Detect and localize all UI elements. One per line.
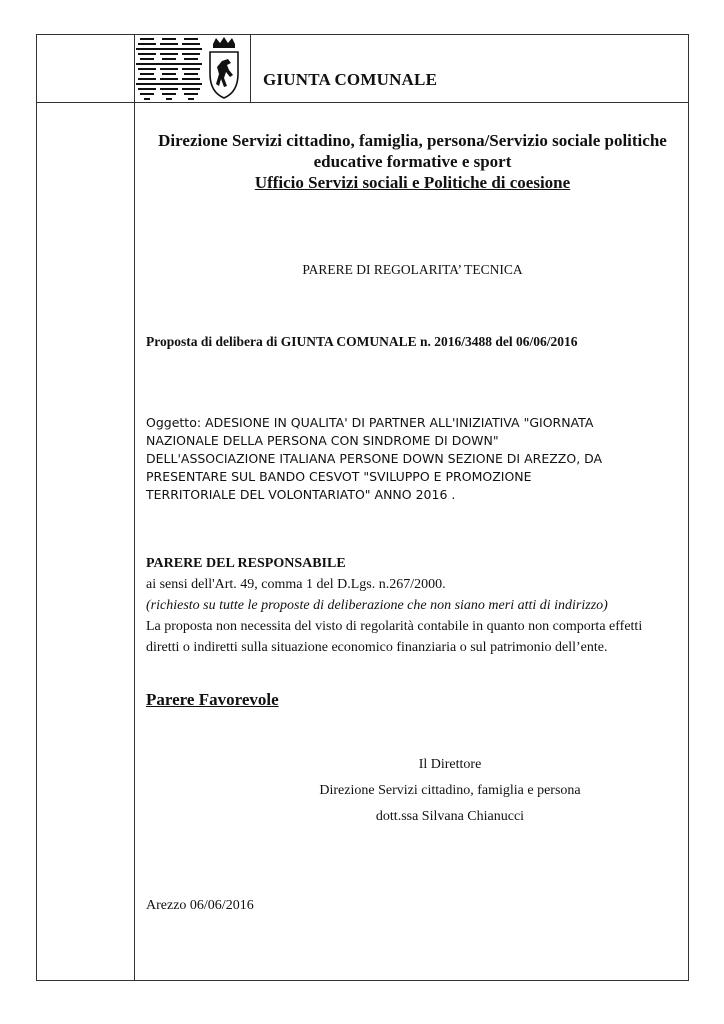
direzione-line2: educative formative e sport bbox=[313, 152, 512, 171]
logo-divider bbox=[250, 34, 251, 102]
place-date: Arezzo 06/06/2016 bbox=[146, 898, 254, 913]
margin-rule bbox=[134, 34, 135, 981]
parere-tecnica-heading: PARERE DI REGOLARITA’ TECNICA bbox=[302, 262, 523, 277]
coat-of-arms-icon bbox=[134, 34, 251, 102]
header-title: GIUNTA COMUNALE bbox=[263, 70, 438, 89]
oggetto-line: PRESENTARE SUL BANDO CESVOT "SVILUPPO E PROMOZIONE bbox=[146, 469, 532, 484]
nota-italic: (richiesto su tutte le proposte di deliberazione che non siano meri atti di indirizzo) bbox=[146, 598, 608, 613]
direzione-line1: Direzione Servizi cittadino, famiglia, persona/Servizio sociale politiche bbox=[158, 131, 667, 150]
signature-department: Direzione Servizi cittadino, famiglia e persona bbox=[319, 783, 581, 798]
oggetto-line: TERRITORIALE DEL VOLONTARIATO" ANNO 2016 . bbox=[146, 487, 456, 502]
heraldic-stripes-icon bbox=[136, 38, 202, 100]
oggetto-line: Oggetto: ADESIONE IN QUALITA' DI PARTNER ALL'INIZIATIVA "GIORNATA bbox=[146, 415, 594, 430]
norma-reference: ai sensi dell'Art. 49, comma 1 del D.Lgs. n.267/2000. bbox=[146, 577, 446, 592]
direzione-block bbox=[140, 130, 685, 193]
testo-line: La proposta non necessita del visto di regolarità contabile in quanto non comporta effetti bbox=[146, 619, 643, 634]
proposta-line: Proposta di delibera di GIUNTA COMUNALE n. 2016/3488 del 06/06/2016 bbox=[146, 334, 578, 349]
ufficio-title: Ufficio Servizi sociali e Politiche di coesione bbox=[254, 173, 571, 192]
header-rule bbox=[36, 102, 689, 103]
signature-block bbox=[295, 752, 605, 830]
horse-crest-icon bbox=[210, 37, 238, 98]
oggetto-block bbox=[146, 414, 676, 504]
signature-name: dott.ssa Silvana Chianucci bbox=[375, 809, 525, 824]
testo-line: diretti o indiretti sulla situazione economico finanziaria o sul patrimonio dell’ente. bbox=[146, 640, 608, 655]
signature-role: Il Direttore bbox=[418, 757, 482, 772]
oggetto-line: DELL'ASSOCIAZIONE ITALIANA PERSONE DOWN SEZIONE DI AREZZO, DA bbox=[146, 451, 603, 466]
esito-parere: Parere Favorevole bbox=[146, 690, 279, 709]
municipal-logo bbox=[134, 34, 251, 102]
responsabile-block bbox=[146, 553, 681, 658]
oggetto-line: NAZIONALE DELLA PERSONA CON SINDROME DI DOWN" bbox=[146, 433, 499, 448]
responsabile-heading: PARERE DEL RESPONSABILE bbox=[146, 556, 346, 571]
